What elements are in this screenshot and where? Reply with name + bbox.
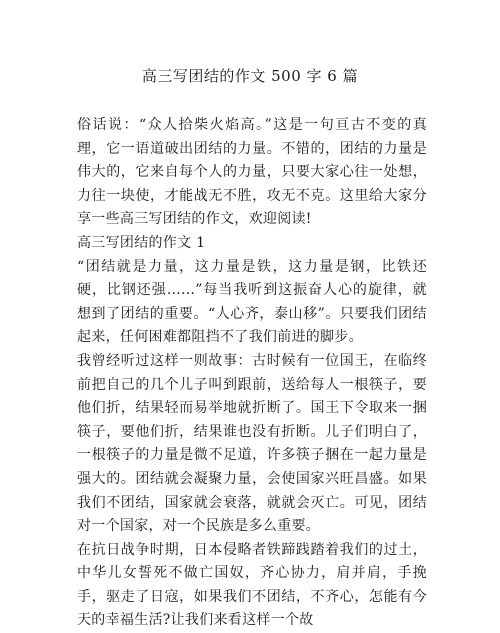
body-paragraph: 在抗日战争时期，日本侵略者铁蹄践踏着我们的过土，中华儿女誓死不做亡国奴，齐心协力，肩并肩，手挽手，驱走了日寇，如果我们不团结，不齐心，怎能有今天的幸福生活?让我们来看这样一个故 — [77, 541, 427, 629]
document-body — [77, 114, 427, 633]
section-heading: 高三写团结的作文 1 — [77, 234, 206, 251]
document-title: 高三写团结的作文 500 字 6 篇 — [141, 67, 359, 85]
body-paragraph: 我曾经听过这样一则故事：古时候有一位国王，在临终前把自己的几个儿子叫到跟前，送给每人一根筷子，要他们折，结果轻而易举地就折断了。国王下令取来一捆筷子，要他们折，结果谁也没有折断。儿子们明白了，一根筷子的力量是微不足道，许多筷子捆在一起力量是强大的。团结就会凝聚力量，会使国家兴旺昌盛。如果我们不团结，国家就会衰落，就就会灭亡。可见，团结对一个国家，对一个民族是多么重要。 — [77, 352, 427, 535]
body-paragraph: “团结就是力量，这力量是铁，这力量是钢，比铁还硬，比钢还强……”每当我听到这振奋人心的旋律，就想到了团结的重要。“人心齐，泰山移”。只要我们团结起来，任何困难都阻挡不了我们前进的脚步。 — [77, 258, 427, 346]
intro-paragraph: 俗话说：“众人拾柴火焰高。”这是一句亘古不变的真理，它一语道破出团结的力量。不错的，团结的力量是伟大的，它来自每个人的力量，只要大家心往一处想，力往一块使，才能战无不胜，攻无不克。这里给大家分享一些高三写团结的作文，欢迎阅读! — [77, 117, 427, 228]
